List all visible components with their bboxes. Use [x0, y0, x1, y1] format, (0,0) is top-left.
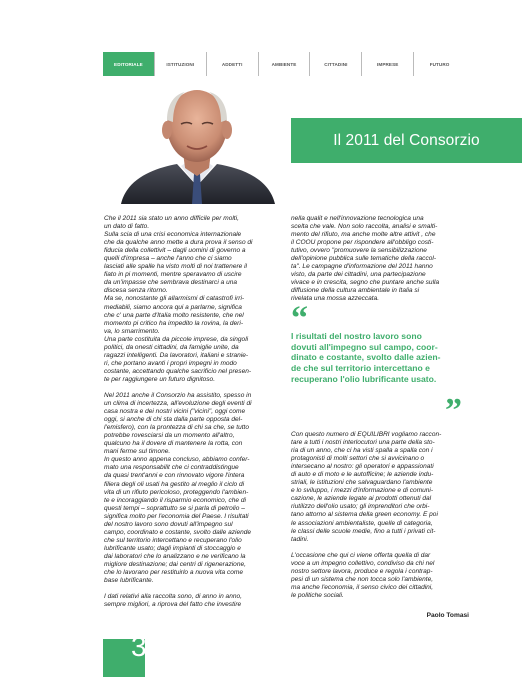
- article-left-column: [104, 215, 287, 617]
- paragraph: L'occasione che qui ci viene offerta quella di dar voce a un impegno collettivo, condiviso da chi nel nostro settore lavora, produce e regola i contrap- pesi di un sistema che non tocca solo l'ambiente, ma anche l'economia, il senso civico dei cittadini, le politiche sociali.: [291, 551, 435, 599]
- nav-item-ambiente[interactable]: AMBIENTE: [258, 52, 310, 76]
- nav-item-imprese[interactable]: IMPRESE: [361, 52, 413, 76]
- pull-quote: [291, 300, 467, 385]
- nav-item-addetti[interactable]: ADDETTI: [206, 52, 258, 76]
- paragraph: Nel 2011 anche il Consorzio ha assistito, spesso in un clima di incertezza, all'evoluzione degli eventi di casa nostra e dei nostri vicini ("vicini", oggi come oggi, si anche di chi sta dalla parte opposta del- l'emisfero), con la prontezza di chi sa che, se tutto potrebbe rovesciarsi da un momento all'altro, qualcuno ha il dovere di mantenere la rotta, con mani ferme sul timone. In questo anno appena concluso, abbiamo confer- mato una responsabilit che ci contraddistingue da quasi trent'anni e con rinnovato vigore l'intera filiera degli oli usati ha gestito al meglio il ciclo di vita di un rifiuto pericoloso, proteggendo l'ambien- te e incoraggiando il risparmio economico, che di questi tempi – soprattutto se si parla di petrolio – significa molto per l'economia del Paese. I risultati del nostro lavoro sono dovuti all'impegno sul campo, coordinato e costante, svolto dalle aziende che sul territorio intercettano e recuperano l'olio lubrificante usato; dagli impianti di stoccaggio e dai laboratori che lo analizzano e ne verificano la migliore destinazione; dai centri di rigenerazione, che lo lavorano per restituirlo a nuova vita come base lubrificante.: [104, 391, 252, 585]
- nav-item-istituzioni[interactable]: ISTITUZIONI: [154, 52, 206, 76]
- article-right-column-bottom: [291, 431, 469, 608]
- title-band: [291, 118, 522, 163]
- signature: Paolo Tomasi: [426, 612, 469, 619]
- nav-item-cittadini[interactable]: CITTADINI: [309, 52, 361, 76]
- paragraph: Con questo numero di EQUILIBRI vogliamo raccon- tare a tutti i nostri interlocutori una parte della sto- ria di un anno, che ci ha visti spalla a spalla con i protagonisti di molti settori che si avvicinano o intersecano al nostro: gli operatori e appassionati di auto e di moto e le autofficine; le aziende indu- striali, le istituzioni che salvaguardano l'ambiente e lo sviluppo, i mezzi d'informazione e di comuni- cazione, le aziende legate ai prodotti ottenuti dal riutilizzo dell'olio usato; gli imprenditori che orbi- tano attorno al sistema della green economy. E poi le associazioni ambientaliste, quelle di categoria, le classi delle scuole medie, fino a tutti i privati cit- tadini.: [291, 431, 442, 543]
- paragraph: I dati relativi alla raccolta sono, di anno in anno, sempre migliori, a riprova del fatto che investire: [104, 593, 242, 609]
- paragraph: nella qualit e nell'innovazione tecnologica una scelta che vale. Non solo raccolta, analisi e smalti- mento del rifiuto, ma anche molte altre attivit , che il COOU propone per rispondere all'obbligo costi- tutivo, ovvero "promuovere la sensibilizzazione dell'opinione pubblica sulle tematiche della raccol- ta". Le campagne d'informazione del 2011 hanno visto, da parte dei cittadini, una partecipazione vivace e in crescita, segno che puntare anche sulla diffusione della cultura ambientale in Italia si rivelata una mossa azzeccata.: [291, 215, 440, 303]
- page-title: Il 2011 del Consorzio: [333, 131, 480, 149]
- article-right-column-top: [291, 215, 469, 312]
- nav-item-futuro[interactable]: FUTURO: [413, 52, 465, 76]
- quote-open-mark: “: [291, 300, 308, 337]
- quote-close-mark: ”: [445, 392, 462, 429]
- page-number: 3: [131, 631, 147, 662]
- author-portrait: [103, 82, 291, 204]
- section-nav: [103, 52, 465, 76]
- nav-item-editoriale[interactable]: EDITORIALE: [103, 52, 154, 76]
- paragraph: Che il 2011 sia stato un anno difficile per molti, un dato di fatto. Sulla scia di una crisi economica internazionale che da qualche anno mette a dura prova il senso di fiducia della collettivit – dagli uomini di governo a quelli d'impresa – anche l'anno che ci siamo lasciati alle spalle ha visto molti di noi trattenere il fiato in pi momenti, mentre speravamo di uscire da un'impasse che sembrava destinarci a una discesa senza ritorno. Ma se, nonostante gli allarmismi di catastrofi irri- mediabili, siamo ancora qui a parlarne, significa che c' una parte d'Italia molto resistente, che nel momento pi critico ha impedito la rovina, la deri- va, lo smarrimento. Una parte costituita da piccole imprese, da singoli politici, da onesti cittadini, da famiglie unite, da ragazzi intelligenti. Da lavoratori, italiani e stranie- ri, che portano avanti i propri impegni in modo costante, accettando qualche sacrificio nel presen- te per raggiungere un futuro dignitoso.: [104, 215, 253, 383]
- pull-quote-text: I risultati del nostro lavoro sono dovuti all'impegno sul campo, coor- dinato e costante, svolto dalle azien- de che sul territorio intercettano e recuperano l'olio lubrificante usato.: [291, 331, 441, 384]
